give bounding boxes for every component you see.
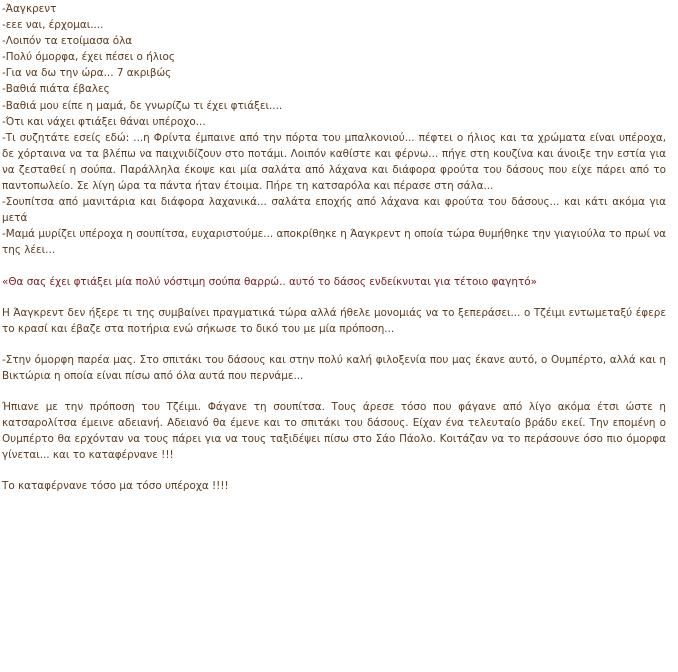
- dialogue-line-4: -Πολύ όμορφα, έχει πέσει ο ήλιος: [2, 51, 175, 64]
- story-paragraph-2: -Στην όμορφη παρέα μας. Στο σπιτάκι του δάσους και στην πολύ καλή φιλοξενία που μας έκανε αυτό, ο Ουμπέρτο, αλλά και η Βικτώρια η οποία είναι πίσω από όλα αυτά που περνάμε...: [2, 353, 666, 382]
- narration-paragraph-2: -Σουπίτσα από μανιτάρια και διάφορα λαχανικά... σαλάτα εποχής από λάχανα και φρούτα του δάσους... και κάτι ακόμα για μετά: [2, 196, 666, 225]
- grandma-quote: «Θα σας έχει φτιάξει μία πολύ νόστιμη σούπα θαρρώ.. αυτό το δάσος ενδείκνυται για τέτοιο φαγητό»: [2, 275, 537, 288]
- dialogue-line-1: -Άαγκρεντ: [2, 3, 57, 15]
- spacer: [2, 384, 666, 399]
- spacer: [2, 463, 666, 478]
- dialogue-line-2: -εεε ναι, έρχομαι....: [2, 19, 104, 32]
- narration-paragraph-1: -Τι συζητάτε εσείς εδώ: ...η Φρίντα έμπαινε από την πόρτα του μπαλκονιού... πέφτει ο ήλιος και τα χρώματα είναι υπέροχα, δε χόρταινα να τα βλέπω να παιχνιδίζουν στο ποτάμι. Λοιπόν καθίστε και φέρνω... πήγε στη κουζίνα και άνοιξε την εστία για να ζεσταθεί η σούπα. Παράλληλα έκοψε και μία σαλάτα από λάχανα και διάφορα φρούτα του δάσους που είχε πάρει από το παντοπωλείο. Σε λίγη ώρα τα πάντα ήταν έτοιμα. Πήρε τη κατσαρόλα και πέρασε στη σάλα...: [2, 131, 666, 193]
- dialogue-line-5: -Για να δω την ώρα... 7 ακριβώς: [2, 67, 172, 80]
- story-paragraph-3: Ήπιανε με την πρόποση του Τζέιμι. Φάγανε τη σουπίτσα. Τους άρεσε τόσο που φάγανε από λίγο ακόμα έτσι ώστε η κατσαρολίτσα έμεινε αδειανή. Αδειανό θα έμενε και το σπιτάκι του δάσους. Είχαν ένα τελευταίο βράδυ εκεί. Την επομένη ο Ουμπέρτο θα ερχόνταν να τους πάρει για να τους ταξιδέψει πίσω στο Σάο Πάολο. Κοιτάζαν να το περάσουνε όσο πιο όμορφα γίνεται... και το καταφέρνανε !!!: [2, 400, 666, 462]
- spacer: [2, 259, 666, 274]
- dialogue-line-8: -Ότι και νάχει φτιάξει θάναι υπέροχο...: [2, 115, 206, 128]
- dialogue-line-6: -Βαθιά πιάτα έβαλες: [2, 83, 110, 96]
- spacer: [2, 337, 666, 352]
- dialogue-line-7: -Βαθιά μου είπε η μαμά, δε γνωρίζω τι έχει φτιάξει....: [2, 99, 283, 112]
- spacer: [2, 290, 666, 305]
- story-paragraph-1: Η Άαγκρεντ δεν ήξερε τι της συμβαίνει πραγματικά τώρα αλλά ήθελε μονομιάς να το ξεπεράσει... ο Τζέιμι εντωμεταξύ έφερε το κρασί και έβαζε στα ποτήρια ενώ σήκωσε το δικό του με μία πρόποση...: [2, 306, 666, 335]
- narration-paragraph-3: -Μαμά μυρίζει υπέροχα η σουπίτσα, ευχαριστούμε... αποκρίθηκε η Άαγκρεντ η οποία τώρα θυμήθηκε την γιαγιούλα το πρωί να της λέει...: [2, 228, 666, 257]
- dialogue-line-3: -Λοιπόν τα ετοίμασα όλα: [2, 35, 133, 48]
- closing-line: Το καταφέρνανε τόσο μα τόσο υπέροχα !!!!: [2, 480, 229, 493]
